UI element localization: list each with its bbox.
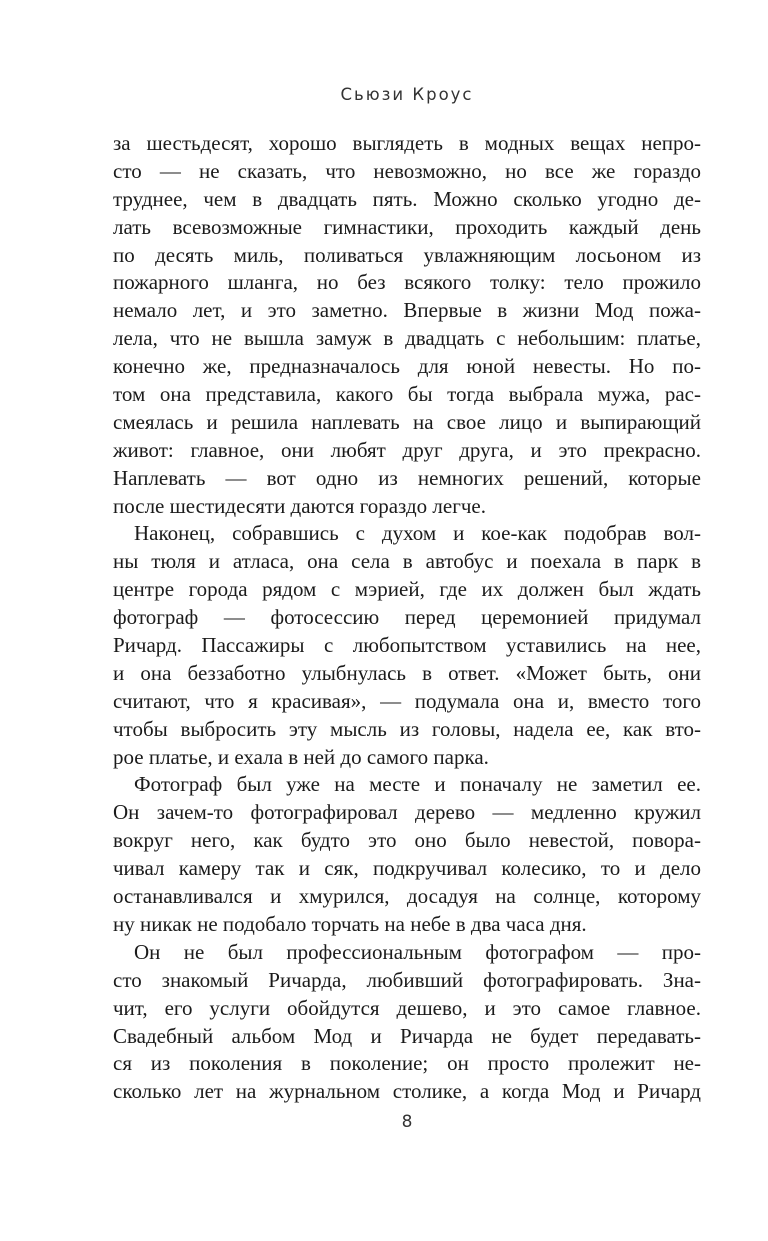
text-line: Он не был профессиональным фотографом — про- — [134, 939, 701, 964]
text-line: Наплевать — вот одно из немногих решений, которые — [113, 465, 701, 490]
text-line: том она представила, какого бы тогда выбрала мужа, рас- — [113, 382, 701, 407]
text-line: сто знакомый Ричарда, любивший фотографировать. Зна- — [113, 967, 701, 992]
text-line: и она беззаботно улыбнулась в ответ. «Может быть, они — [113, 660, 701, 685]
paragraph — [113, 939, 701, 1106]
text-line: считают, что я красивая», — подумала она и, вместо того — [113, 688, 701, 713]
text-line: чивал камеру так и сяк, подкручивал колесико, то и дело — [113, 856, 701, 881]
text-line: по десять миль, поливаться увлажняющим лосьоном из — [113, 242, 701, 267]
text-line: конечно же, предназначалось для юной невесты. Но по- — [113, 354, 701, 379]
text-line: центре города рядом с мэрией, где их должен был ждать — [113, 577, 701, 602]
text-line: после шестидесяти даются гораздо легче. — [113, 493, 486, 518]
text-line: ся из поколения в поколение; он просто пролежит не- — [113, 1051, 701, 1076]
text-line: вокруг него, как будто это оно было невестой, повора- — [113, 828, 701, 853]
text-line: пожарного шланга, но без всякого толку: тело прожило — [113, 270, 701, 295]
text-line: Свадебный альбом Мод и Ричарда не будет передавать- — [113, 1023, 701, 1048]
text-line: ны тюля и атласа, она села в автобус и поехала в парк в — [113, 549, 701, 574]
text-line: сколько лет на журнальном столике, а когда Мод и Ричард — [113, 1079, 701, 1104]
text-line: немало лет, и это заметно. Впервые в жизни Мод пожа- — [113, 298, 701, 323]
text-line: Наконец, собравшись с духом и кое-как подобрав вол- — [134, 521, 701, 546]
text-line: рое платье, и ехала в ней до самого парка. — [113, 744, 489, 769]
text-line: сто — не сказать, что невозможно, но все же гораздо — [113, 158, 701, 183]
text-line: останавливался и хмурился, досадуя на солнце, которому — [113, 884, 701, 909]
text-line: живот: главное, они любят друг друга, и это прекрасно. — [113, 437, 701, 462]
text-line: за шестьдесят, хорошо выглядеть в модных вещах непро- — [113, 131, 701, 155]
text-line: труднее, чем в двадцать пять. Можно сколько угодно де- — [113, 186, 701, 211]
text-line: фотограф — фотосессию перед церемонией придумал — [113, 605, 701, 630]
text-line: смеялась и решила наплевать на свое лицо и выпирающий — [113, 409, 701, 434]
page-body — [113, 130, 701, 1106]
text-line: лела, что не вышла замуж в двадцать с небольшим: платье, — [113, 326, 701, 351]
paragraph — [113, 771, 701, 938]
paragraph — [113, 520, 701, 771]
running-header-author: Сьюзи Кроус — [340, 85, 474, 104]
text-line: Фотограф был уже на месте и поначалу не заметил ее. — [134, 772, 701, 797]
text-line: чтобы выбросить эту мысль из головы, надела ее, как вто- — [113, 716, 701, 741]
text-line: лать всевозможные гимнастики, проходить каждый день — [113, 214, 701, 239]
page-number: 8 — [401, 1112, 413, 1132]
text-line: Он зачем-то фотографировал дерево — медленно кружил — [113, 800, 701, 825]
text-line: ну никак не подобало торчать на небе в два часа дня. — [113, 911, 587, 936]
text-line: чит, его услуги обойдутся дешево, и это самое главное. — [113, 995, 701, 1020]
text-line: Ричард. Пассажиры с любопытством уставились на нее, — [113, 633, 701, 658]
paragraph — [113, 130, 701, 520]
